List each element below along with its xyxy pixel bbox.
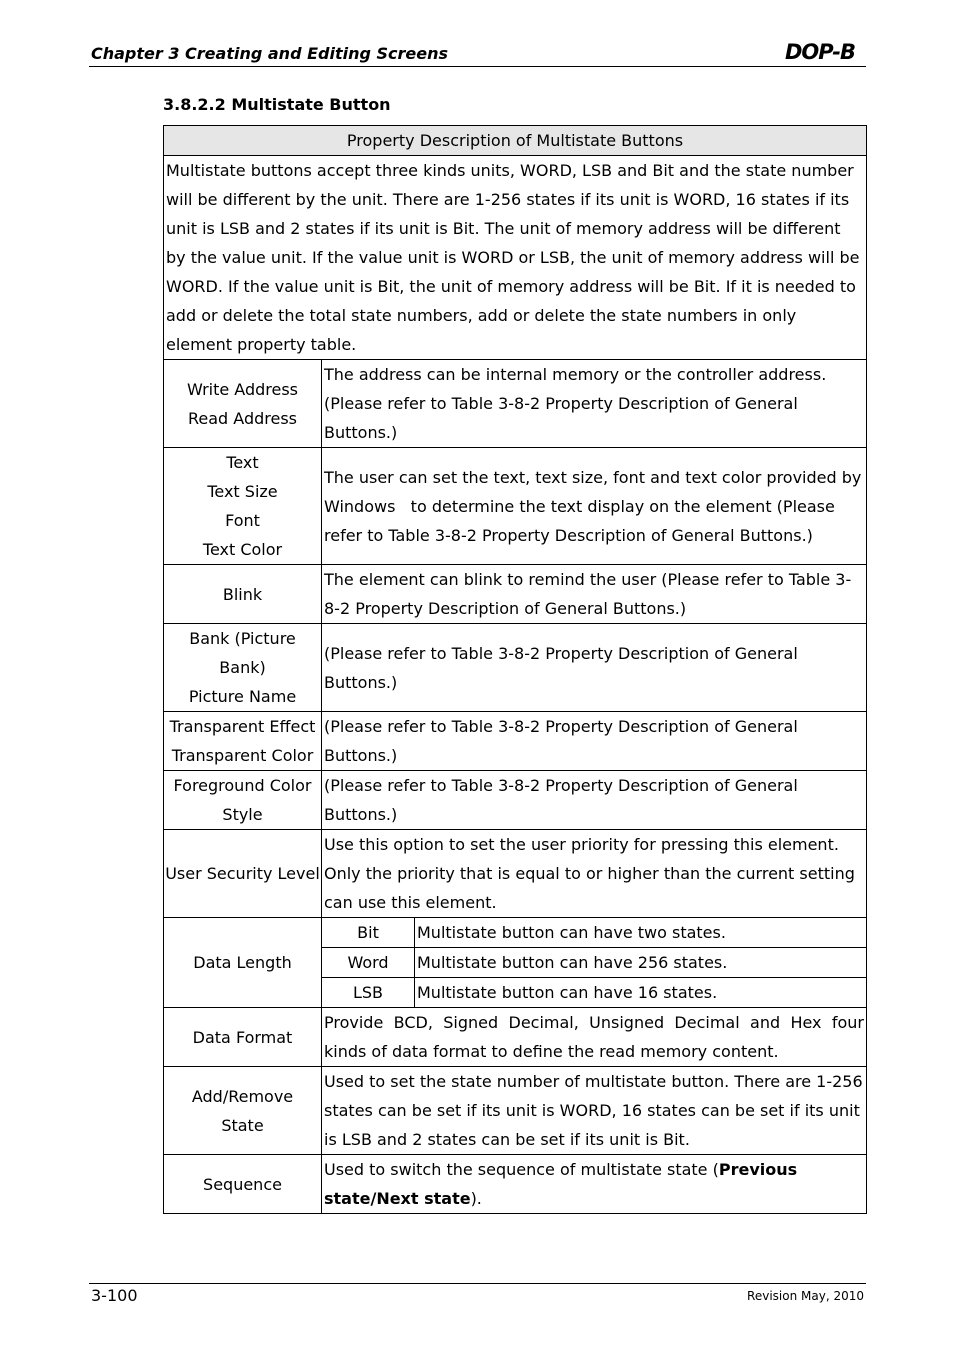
row-label: Blink <box>164 565 322 624</box>
table-row <box>164 918 867 948</box>
property-table <box>163 125 867 1214</box>
table-caption: Property Description of Multistate Buttons <box>164 126 867 156</box>
header-rule <box>89 66 866 67</box>
row-label: Text Text Size Font Text Color <box>164 448 322 565</box>
revision-date: Revision May, 2010 <box>747 1289 864 1303</box>
row-description: (Please refer to Table 3-8-2 Property Description of General Buttons.) <box>322 712 867 771</box>
data-length-unit: Word <box>322 948 415 978</box>
row-label: Foreground Color Style <box>164 771 322 830</box>
row-label: Data Length <box>164 918 322 1008</box>
table-row <box>164 830 867 918</box>
table-row <box>164 1067 867 1155</box>
row-label: Bank (Picture Bank) Picture Name <box>164 624 322 712</box>
row-description: The user can set the text, text size, font and text color provided by Windows to determine the text display on the element (Please refer to Table 3-8-2 Property Description of General Buttons.) <box>322 448 867 565</box>
row-description: Use this option to set the user priority for pressing this element. Only the priority that is equal to or higher than the current setting can use this element. <box>322 830 867 918</box>
table-row <box>164 712 867 771</box>
row-label: Data Format <box>164 1008 322 1067</box>
data-length-desc: Multistate button can have two states. <box>415 918 867 948</box>
table-row <box>164 771 867 830</box>
table-row <box>164 1008 867 1067</box>
row-label: Sequence <box>164 1155 322 1214</box>
data-length-unit: LSB <box>322 978 415 1008</box>
row-label: User Security Level <box>164 830 322 918</box>
table-intro: Multistate buttons accept three kinds units, WORD, LSB and Bit and the state number will be different by the unit. There are 1-256 states if its unit is WORD, 16 states if its unit is LSB and 2 states if its unit is Bit. The unit of memory address will be different by the value unit. If the value unit is WORD or LSB, the unit of memory address will be WORD. If the value unit is Bit, the unit of memory address will be Bit. If it is needed to add or delete the total state numbers, add or delete the state numbers in only element property table. <box>164 156 867 360</box>
chapter-title: Chapter 3 Creating and Editing Screens <box>91 44 449 63</box>
page-number: 3-100 <box>91 1286 138 1305</box>
table-row <box>164 624 867 712</box>
row-description: The address can be internal memory or the controller address. (Please refer to Table 3-8-2 Property Description of General Buttons.) <box>322 360 867 448</box>
dop-b-logo: DOP-B <box>785 40 856 64</box>
row-description: The element can blink to remind the user (Please refer to Table 3-8-2 Property Description of General Buttons.) <box>322 565 867 624</box>
table-row <box>164 1155 867 1214</box>
row-label: Write Address Read Address <box>164 360 322 448</box>
table-row <box>164 565 867 624</box>
footer-rule <box>89 1283 866 1284</box>
table-row <box>164 360 867 448</box>
data-length-unit: Bit <box>322 918 415 948</box>
row-label: Add/Remove State <box>164 1067 322 1155</box>
sequence-bold-text: Previous state/Next state <box>324 1160 798 1208</box>
row-description: (Please refer to Table 3-8-2 Property Description of General Buttons.) <box>322 624 867 712</box>
row-description: Used to switch the sequence of multistate state (Previous state/Next state). <box>322 1155 867 1214</box>
row-description: Used to set the state number of multistate button. There are 1-256 states can be set if its unit is WORD, 16 states can be set if its unit is LSB and 2 states can be set if its unit is Bit. <box>322 1067 867 1155</box>
row-label: Transparent Effect Transparent Color <box>164 712 322 771</box>
table-row <box>164 448 867 565</box>
data-length-desc: Multistate button can have 256 states. <box>415 948 867 978</box>
section-heading: 3.8.2.2 Multistate Button <box>163 95 391 114</box>
row-description: Provide BCD, Signed Decimal, Unsigned Decimal and Hex four kinds of data format to define the read memory content. <box>322 1008 867 1067</box>
row-description: (Please refer to Table 3-8-2 Property Description of General Buttons.) <box>322 771 867 830</box>
data-length-desc: Multistate button can have 16 states. <box>415 978 867 1008</box>
